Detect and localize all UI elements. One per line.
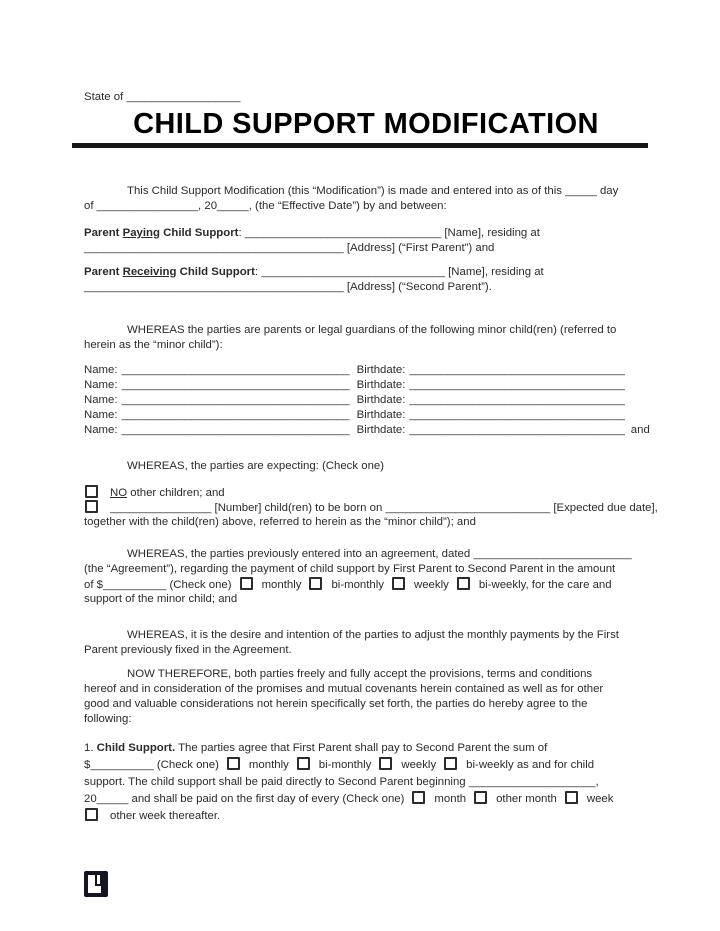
support-monthly-label: monthly <box>248 759 289 771</box>
every-week-label: week <box>586 793 614 805</box>
text-line <box>84 265 648 280</box>
text-line <box>84 757 648 774</box>
support-biweekly-label: bi-weekly <box>466 759 514 771</box>
child-birthdate-label: Birthdate: <box>356 364 406 376</box>
checkbox-support-biweekly[interactable] <box>444 757 457 770</box>
child-name-label: Name: <box>84 424 118 436</box>
text-line: support of the minor child; and <box>84 593 238 605</box>
text-line: NOW THEREFORE, both parties freely and fully accept the provisions, terms and conditions <box>127 668 593 680</box>
section-1-child-support <box>84 740 648 825</box>
section-number: 1. <box>84 742 97 754</box>
child-row <box>84 408 648 423</box>
option-no-underlined: NO <box>110 487 128 499</box>
support-bimonthly-label: bi-monthly <box>318 759 372 771</box>
agreement-biweekly-label: bi-weekly <box>478 579 526 591</box>
parent-paying-label-underlined: Paying <box>122 227 160 239</box>
text-line: hereof and in consideration of the promises and mutual covenants herein contained as well as for other <box>84 683 604 695</box>
page-footer <box>84 871 648 900</box>
child-birthdate-blank[interactable]: __________________________________ <box>409 379 625 391</box>
option-row <box>84 485 648 500</box>
support-amount-blank[interactable]: $__________ (Check one) <box>84 759 219 771</box>
child-row <box>84 378 648 393</box>
checkbox-no-other-children[interactable] <box>85 485 98 498</box>
text-line: WHEREAS, the parties previously entered into an agreement, dated _________________________ <box>127 548 632 560</box>
text-line: of ________________, 20_____, (the “Effective Date”) by and between: <box>84 200 447 212</box>
checkbox-support-weekly[interactable] <box>379 757 392 770</box>
section-line1-text: The parties agree that First Parent shall pay to Second Parent the sum of <box>175 742 548 754</box>
checkbox-every-other-month[interactable] <box>474 791 487 804</box>
text-line: following: <box>84 713 132 725</box>
parent-paying-address-line[interactable]: _________________________________________ [Address] (“First Parent”) and <box>84 242 495 254</box>
section-line2-post: as and for child <box>513 759 595 771</box>
text-line <box>84 226 648 241</box>
child-birthdate-blank[interactable]: __________________________________ <box>409 394 625 406</box>
state-of-line <box>84 90 648 105</box>
checkbox-every-other-week[interactable] <box>85 808 98 821</box>
text-line: Parent previously fixed in the Agreement. <box>84 644 292 656</box>
child-name-label: Name: <box>84 379 118 391</box>
parent-paying-name-blank[interactable]: : _______________________________ [Name], residing at <box>238 227 540 239</box>
agreement-amount-text[interactable]: of $__________ (Check one) <box>84 579 232 591</box>
parent-receiving-label-post: Child Support <box>176 266 255 278</box>
intro-paragraph <box>84 184 648 214</box>
page-title: CHILD SUPPORT MODIFICATION <box>133 108 599 140</box>
child-name-blank[interactable]: ____________________________________ <box>121 424 350 436</box>
child-name-blank[interactable]: ____________________________________ <box>121 394 350 406</box>
text-line: WHEREAS, it is the desire and intention of the parties to adjust the monthly payments by the First <box>127 629 619 641</box>
text-line: WHEREAS the parties are parents or legal guardians of the following minor child(ren) (referred to <box>127 324 617 336</box>
text-line: good and valuable considerations not herein specifically set forth, the parties do hereby agree to the <box>84 698 588 710</box>
parent-receiving-name-blank[interactable]: : _____________________________ [Name], residing at <box>254 266 544 278</box>
checkbox-support-bimonthly[interactable] <box>297 757 310 770</box>
whereas-desire-paragraph <box>84 628 648 658</box>
child-row <box>84 363 648 378</box>
section-heading: Child Support. <box>96 742 176 754</box>
parent-receiving-label: Parent <box>84 266 123 278</box>
checkbox-agreement-biweekly[interactable] <box>457 577 470 590</box>
checkbox-agreement-monthly[interactable] <box>240 577 253 590</box>
state-of-blank[interactable]: __________________ <box>126 91 241 103</box>
text-line: This Child Support Modification (this “Modification”) is made and entered into as of this _____ day <box>127 185 619 197</box>
child-name-label: Name: <box>84 394 118 406</box>
agreement-line3-post: , for the care and <box>525 579 612 591</box>
checkbox-agreement-weekly[interactable] <box>392 577 405 590</box>
checkbox-support-monthly[interactable] <box>227 757 240 770</box>
parent-receiving-label-underlined: Receiving <box>122 266 177 278</box>
option-row <box>84 500 658 515</box>
child-name-label: Name: <box>84 409 118 421</box>
every-other-month-label: other month <box>496 793 557 805</box>
child-name-label: Name: <box>84 364 118 376</box>
child-birthdate-blank[interactable]: __________________________________ <box>409 409 625 421</box>
parent-paying-label-post: Child Support <box>159 227 239 239</box>
text-line: together with the child(ren) above, referred to herein as the “minor child”); and <box>84 516 476 528</box>
child-birthdate-label: Birthdate: <box>356 394 406 406</box>
support-weekly-label: weekly <box>401 759 437 771</box>
child-birthdate-label: Birthdate: <box>356 424 406 436</box>
whereas-children-paragraph <box>84 323 648 353</box>
support-beginning-line[interactable]: support. The child support shall be paid directly to Second Parent beginning ____________________, <box>84 776 599 788</box>
checkbox-every-week[interactable] <box>565 791 578 804</box>
child-name-blank[interactable]: ____________________________________ <box>121 409 350 421</box>
checkbox-agreement-bimonthly[interactable] <box>309 577 322 590</box>
checkbox-number-of-children[interactable] <box>85 500 98 513</box>
text-line <box>84 808 648 825</box>
state-of-label: State of <box>84 91 124 103</box>
child-row <box>84 393 648 408</box>
agreement-weekly-label: weekly <box>414 579 449 591</box>
parent-receiving-paragraph <box>84 265 648 295</box>
prior-agreement-paragraph <box>84 547 648 607</box>
every-other-week-label: other week thereafter. <box>110 810 221 822</box>
option-no-text: other children; and <box>127 487 225 499</box>
agreement-monthly-label: monthly <box>261 579 302 591</box>
now-therefore-paragraph <box>84 667 648 727</box>
expecting-options <box>84 485 658 530</box>
child-row <box>84 423 648 438</box>
text-line: herein as the “minor child”): <box>84 339 223 351</box>
whereas-expecting-heading: WHEREAS, the parties are expecting: (Check one) <box>127 460 385 472</box>
text-line: (the “Agreement”), regarding the payment of child support by First Parent to Second Parent in the amount <box>84 563 616 575</box>
parent-paying-paragraph <box>84 226 648 256</box>
child-birthdate-label: Birthdate: <box>356 409 406 421</box>
row-suffix: and <box>630 424 650 436</box>
text-line <box>84 577 648 592</box>
child-birthdate-label: Birthdate: <box>356 379 406 391</box>
title-divider <box>72 143 648 148</box>
children-list <box>84 363 648 438</box>
checkbox-every-month[interactable] <box>412 791 425 804</box>
text-line <box>84 791 648 808</box>
parent-paying-label: Parent <box>84 227 123 239</box>
child-birthdate-blank[interactable]: __________________________________ <box>409 424 625 436</box>
child-name-blank[interactable]: ____________________________________ <box>121 364 350 376</box>
option-number-text[interactable]: ________________ [Number] child(ren) to be born on __________________________ [Expected due date], <box>110 502 658 514</box>
child-name-blank[interactable]: ____________________________________ <box>121 379 350 391</box>
child-birthdate-blank[interactable]: __________________________________ <box>409 364 625 376</box>
parent-receiving-address-line[interactable]: _________________________________________ [Address] (“Second Parent”). <box>84 281 492 293</box>
text-line <box>84 740 648 757</box>
every-month-label: month <box>434 793 467 805</box>
agreement-bimonthly-label: bi-monthly <box>331 579 384 591</box>
support-year-blank[interactable]: 20_____ and shall be paid on the first day of every (Check one) <box>84 793 405 805</box>
legal-templates-logo-icon <box>84 871 108 900</box>
